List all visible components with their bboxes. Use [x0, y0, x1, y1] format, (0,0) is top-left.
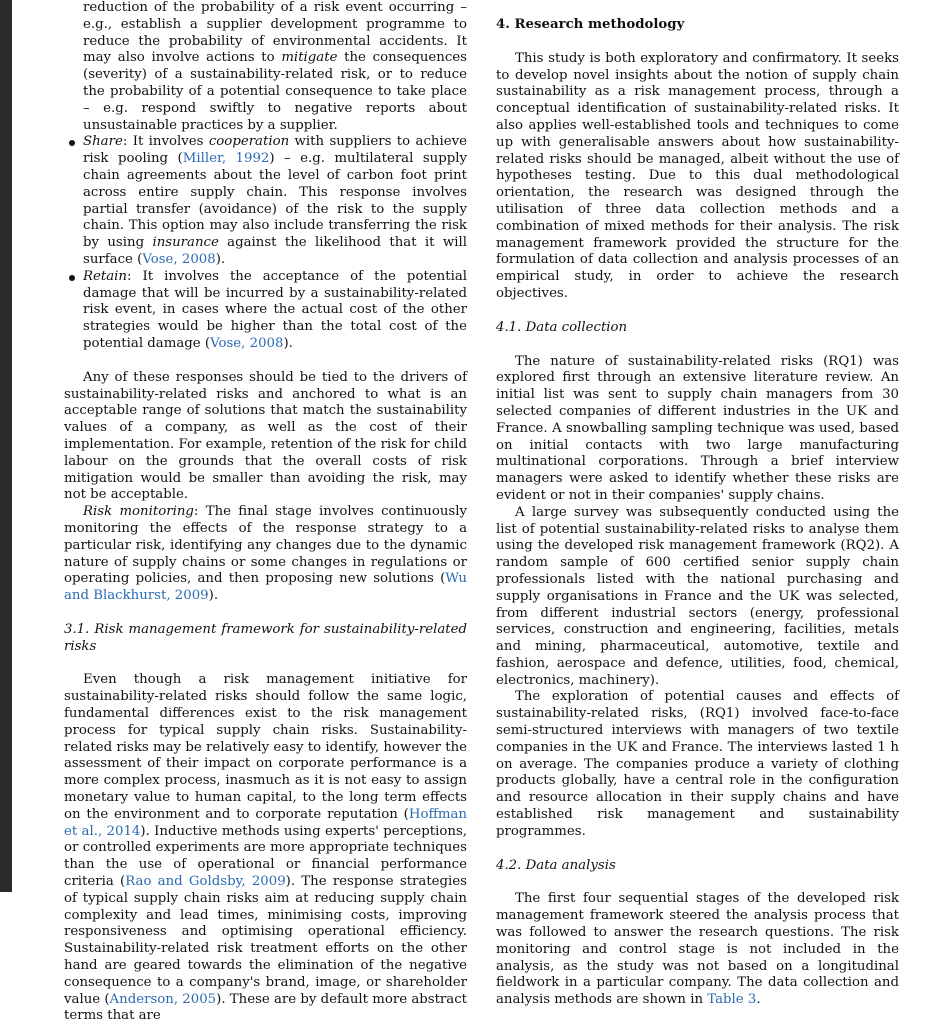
paragraph-4: This study is both exploratory and confirmatory. It seeks to develop novel insights about the notion of supply chain sustainability as a risk management process, through a conceptual identification of sustainability-related risks. It also applies well-established tools and techniques to come up with generalisable answers about how sustainability-related risks should be managed, albeit without the use of hypotheses testing. Due to this dual methodological orientation, the research was designed through the utilisation of three data collection methods and a combination of mixed methods for their analysis. The risk management framework provided the structure for the formulation of data collection and analysis processes of an empirical study, in order to achieve the research objectives. — [496, 50, 899, 301]
paragraph-risk-monitoring: Risk monitoring: The final stage involves continuously monitoring the effects of the response strategy to a particular risk, identifying any changes due to the dynamic nature of supply chains or some changes in regulations or operating policies, and then proposing new solutions (Wu and Blackhurst, 2009). — [64, 504, 467, 604]
paragraph-4-1-c: The exploration of potential causes and effects of sustainability-related risks, (RQ1) involved face-to-face semi-structured interviews with managers of two textile companies in the UK and France. The interviews lasted 1 h on average. The companies produce a variety of clothing products globally, have a central role in the configuration and resource allocation in their supply chains and have established risk management and sustainability programmes. — [496, 689, 899, 839]
left-column — [64, 0, 467, 1025]
response-strategy-list — [64, 0, 467, 353]
paragraph-4-1-b: A large survey was subsequently conducted using the list of potential sustainability-related risks to analyse them using the developed risk management framework (RQ2). A random sample of 600 certified senior supply chain professionals listed with the national purchasing and supply organisations in France and the UK was selected, from different industrial sectors (energy, professional services, construction and engineering, facilities, metals and mining, pharmaceutical, automotive, textile and fashion, aerospace and defence, utilities, food, chemical, electronics, machinery). — [496, 504, 899, 688]
citation-link[interactable]: Anderson, 2005 — [109, 991, 217, 1007]
viewer-left-edge — [0, 0, 12, 892]
section-heading-4-1: 4.1. Data collection — [496, 319, 628, 335]
right-column — [496, 0, 899, 1009]
section-heading-3-1: 3.1. Risk management framework for sustainability-related risks — [64, 621, 467, 654]
bullet-icon — [69, 275, 75, 281]
citation-link[interactable]: Hoffman et al., 2014 — [64, 806, 467, 839]
citation-link[interactable]: Miller, 1992 — [182, 151, 270, 167]
citation-link[interactable]: Wu and Blackhurst, 2009 — [64, 571, 467, 604]
table-link[interactable]: Table 3 — [707, 992, 757, 1008]
section-heading-4-2: 4.2. Data analysis — [496, 857, 616, 873]
citation-link[interactable]: Vose, 2008 — [210, 335, 284, 351]
citation-link[interactable]: Vose, 2008 — [142, 251, 216, 267]
list-item-retain: Retain: It involves the acceptance of the potential damage that will be incurred by a sustainability-related risk event, in cases where the actual cost of the other strategies would be higher than the total cost of the potential damage (Vose, 2008). — [64, 269, 467, 353]
list-item-continued: reduction of the probability of a risk event occurring – e.g., establish a supplier development programme to reduce the probability of environmental accidents. It may also involve actions to mitigate the consequences (severity) of a sustainability-related risk, or to reduce the probability of a potential consequence to take place – e.g. respond swiftly to negative reports about unsustainable practices by a supplier. — [83, 0, 468, 133]
paragraph-3-1: Even though a risk management initiative for sustainability-related risks should follow the same logic, fundamental differences exist to the risk management process for typical supply chain risks. Sustainability-related risks may be relatively easy to identify, however the assessment of their impact on corporate performance is a more complex process, inasmuch as it is not easy to assign monetary value to human capital, to the long term effects on the environment and to corporate reputation (Hoffman et al., 2014). Inductive methods using experts' perceptions, or controlled experiments are more appropriate techniques than the use of operational or financial performance criteria (Rao and Goldsby, 2009). The response strategies of typical supply chain risks aim at reducing supply chain complexity and lead times, minimising costs, improving responsiveness and optimising operational efficiency. Sustainability-related risk treatment efforts on the other hand are geared towards the elimination of the negative consequence to a company's brand, image, or shareholder value (Anderson, 2005). These are by default more abstract terms that are — [64, 672, 468, 1024]
section-heading-4: 4. Research methodology — [496, 17, 685, 32]
paragraph-4-2: The first four sequential stages of the developed risk management framework steered the analysis process that was followed to answer the research questions. The risk monitoring and control stage is not included in the analysis, as the study was not based on a longitudinal fieldwork in a particular company. The data collection and analysis methods are shown in Table 3. — [496, 891, 899, 1008]
citation-link[interactable]: Rao and Goldsby, 2009 — [125, 874, 286, 890]
bullet-icon — [69, 140, 75, 146]
paragraph-4-1-a: The nature of sustainability-related risks (RQ1) was explored first through an extensive literature review. An initial list was sent to supply chain managers from 30 selected companies of different industries in the UK and France. A snowballing sampling technique was used, based on initial contacts with two large manufacturing multinational corporations. Through a brief interview managers were asked to identify whether these risks are evident or not in their companies' supply chains. — [496, 353, 899, 503]
paragraph-responses: Any of these responses should be tied to the drivers of sustainability-related risks and anchored to what is an acceptable range of solutions that match the sustainability values of a company, as well as the cost of their implementation. For example, retention of the risk for child labour on the grounds that the overall costs of risk mitigation would be smaller than avoiding the risk, may not be acceptable. — [64, 369, 467, 503]
list-item-share: Share: It involves cooperation with suppliers to achieve risk pooling (Miller, 1992) – e.g. multilateral supply chain agreements about the level of carbon foot print across entire supply chain. This response involves partial transfer (avoidance) of the risk to the supply chain. This option may also include transferring the risk by using insurance against the likelihood that it will surface (Vose, 2008). — [64, 134, 467, 268]
